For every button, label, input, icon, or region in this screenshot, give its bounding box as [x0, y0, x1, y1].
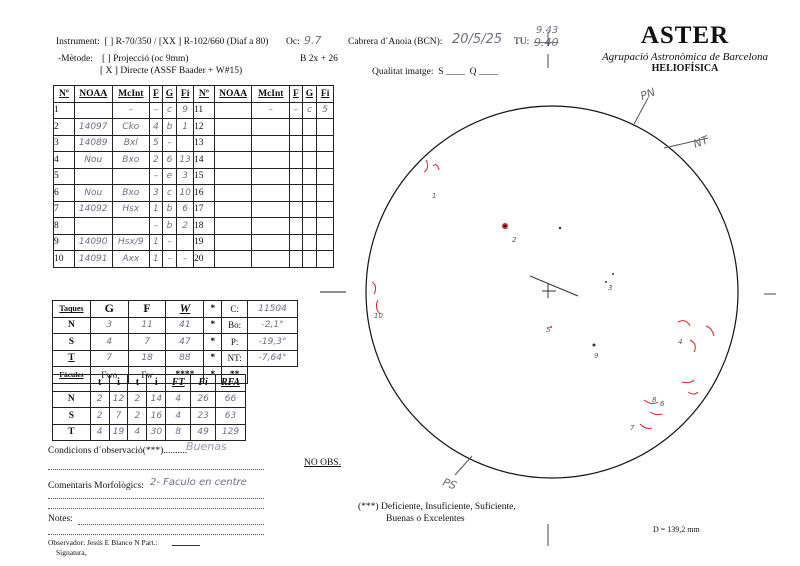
group-number: 7 — [54, 201, 75, 218]
facules-cell: 12 — [109, 391, 128, 408]
group-cell: – — [112, 102, 150, 119]
group-cell: 6 — [162, 152, 177, 169]
group-cell: 13 — [177, 152, 194, 169]
faculae-sketch — [640, 400, 662, 429]
group-cell: 9 — [177, 102, 194, 119]
group-label-7: 7 — [630, 424, 635, 432]
n-f-value: 11 — [128, 317, 166, 334]
brand-section: HELIOFÍSICA — [651, 63, 719, 74]
method-direct: [ X ] Directe (ASSF Baader + W#15) — [100, 66, 243, 76]
group-number: 13 — [193, 135, 214, 152]
pn-axis-tick — [634, 98, 648, 124]
star-mark: * — [204, 367, 222, 384]
brand-title: ASTER — [640, 22, 730, 49]
groups-header-10: G — [302, 86, 317, 103]
group-cell: – — [162, 135, 177, 152]
facules-row-label: N — [53, 391, 91, 408]
facules-cell: 30 — [147, 424, 166, 441]
group-cell: 14092 — [74, 201, 112, 218]
facules-col-4: FT — [166, 375, 191, 392]
group-cell: Bxl — [112, 135, 150, 152]
param-label-c: C: — [222, 301, 248, 318]
facules-cell: 23 — [191, 408, 216, 425]
group-cell: 14097 — [74, 119, 112, 136]
group-cell: – — [290, 102, 303, 119]
group-cell: Nou — [74, 185, 112, 202]
comments-value: 2- Faculo en centre — [150, 477, 247, 488]
group-cell: – — [150, 218, 163, 235]
group-number: 10 — [54, 251, 75, 268]
group-cell: 2 — [150, 152, 163, 169]
ps-label: PS — [440, 475, 459, 493]
faculae-sketch — [682, 380, 698, 394]
group-number: 12 — [193, 119, 214, 136]
star-mark: * — [204, 317, 222, 334]
n-g-value: 3 — [90, 317, 128, 334]
conditions-value: Buenas — [186, 440, 227, 453]
param-value-nt: -7,64° — [248, 350, 298, 367]
s-w-value: 47 — [166, 334, 204, 351]
stars-4: **** — [166, 367, 204, 384]
group-cell: 6 — [177, 201, 194, 218]
tu-struck-value: 9.40 — [534, 36, 559, 49]
group-cell: 1 — [150, 201, 163, 218]
quality-s: S ____ — [438, 67, 465, 77]
ps-axis-tick — [455, 456, 472, 475]
param-label-p: P: — [222, 334, 248, 351]
group-cell: Nou — [74, 152, 112, 169]
group-label-6: 6 — [660, 400, 665, 408]
group-number: 1 — [54, 102, 75, 119]
group-cell: 1 — [177, 119, 194, 136]
group-cell: – — [177, 251, 194, 268]
location-label: Cabrera d´Anoia (BCN): — [348, 37, 443, 47]
param-value-c: 11504 — [248, 301, 298, 318]
group-label-1: 1 — [432, 192, 437, 200]
param-label-nt: NT: — [222, 350, 248, 367]
b-value: B 2x + 26 — [300, 54, 338, 64]
oc-value: 9.7 — [304, 34, 322, 47]
group-label-4: 4 — [678, 338, 683, 346]
group-cell: – — [252, 102, 290, 119]
group-cell: Cko — [112, 119, 150, 136]
group-number: 2 — [54, 119, 75, 136]
signature-label: Signatura, — [56, 548, 87, 557]
group-label-2: 2 — [512, 236, 517, 244]
faculae-sketch — [372, 282, 380, 314]
tu-label: TU: — [514, 37, 530, 47]
facules-cell: 2 — [128, 391, 147, 408]
facules-cell: 16 — [147, 408, 166, 425]
n-w-value: 41 — [166, 317, 204, 334]
brand-subtitle: Agrupació Astronòmica de Barcelona — [601, 51, 769, 63]
group-cell: 3 — [150, 185, 163, 202]
facules-cell: 19 — [109, 424, 128, 441]
group-number: 8 — [54, 218, 75, 235]
facules-cell: 63 — [216, 408, 246, 425]
groups-header-11: Fi — [317, 86, 334, 103]
group-label-3: 3 — [608, 284, 613, 292]
w-label: W — [166, 301, 204, 318]
t-g-value: 7 — [90, 350, 128, 367]
group-number: 6 — [54, 185, 75, 202]
quality-scale-2: Buenas o Excelentes — [386, 514, 465, 524]
group-number: 15 — [193, 168, 214, 185]
facules-row-label: T — [53, 424, 91, 441]
t-f-value: 18 — [128, 350, 166, 367]
param-label-bo: Bo: — [222, 317, 248, 334]
faculae-sketch — [424, 160, 439, 172]
star-mark: * — [204, 350, 222, 367]
group-cell: – — [162, 234, 177, 251]
facules-col-6: RFA — [216, 375, 246, 392]
method-projection: [ ] Projecció (oc 9mm) — [102, 54, 189, 64]
groups-header-6: Nº — [193, 86, 214, 103]
instrument-options: [ ] R-70/350 / [XX ] R-102/660 (Diaf a 80) — [104, 37, 269, 47]
group-number: 18 — [193, 218, 214, 235]
method-label: -Mètode: — [58, 54, 93, 64]
facules-cell: 4 — [166, 391, 191, 408]
sun-disk-outline — [366, 106, 738, 478]
facules-col-5: Fi — [191, 375, 216, 392]
group-cell: c — [162, 102, 177, 119]
row-label-t: T — [53, 350, 91, 367]
no-obs-label: NO OBS. — [304, 458, 341, 468]
groups-header-1: NOAA — [74, 86, 112, 103]
param-value-p: -19,3° — [248, 334, 298, 351]
observer-label: Observador: Jesús E Blanco N Part.: — [48, 538, 158, 547]
group-cell: Bxo — [112, 185, 150, 202]
group-cell: c — [302, 102, 317, 119]
center-cross — [530, 276, 578, 296]
sunspot-dot — [605, 281, 607, 283]
quality-scale-1: (***) Deficiente, Insuficiente, Suficiente, — [358, 502, 516, 512]
star-mark: * — [204, 334, 222, 351]
instrument-label: Instrument: [ ] R-70/350 / [XX ] R-102/660 (Diaf a 80) — [56, 37, 269, 47]
group-cell: 5 — [317, 102, 334, 119]
facules-col-0: t — [90, 375, 109, 392]
group-label-10: 10 — [374, 312, 383, 320]
sunspot-dot — [559, 227, 561, 229]
facules-row-label: S — [53, 408, 91, 425]
comments-label: Comentaris Morfològics: — [48, 481, 144, 491]
group-number: 16 — [193, 185, 214, 202]
group-label-5: 5 — [546, 326, 551, 334]
group-cell: 4 — [150, 119, 163, 136]
group-cell: 14090 — [74, 234, 112, 251]
tu-value: 9.43 — [536, 25, 559, 36]
facules-cell: 66 — [216, 391, 246, 408]
f-label: F — [128, 301, 166, 318]
group-cell: b — [162, 218, 177, 235]
groups-header-4: G — [162, 86, 177, 103]
group-number: 20 — [193, 251, 214, 268]
group-cell: – — [150, 168, 163, 185]
group-cell: 14091 — [74, 251, 112, 268]
group-cell: – — [150, 102, 163, 119]
facules-cell: 26 — [191, 391, 216, 408]
sunspot-group — [372, 160, 714, 429]
quality-q: Q ____ — [469, 67, 498, 77]
facules-cell: 129 — [216, 424, 246, 441]
group-number: 14 — [193, 152, 214, 169]
t-w-value: 88 — [166, 350, 204, 367]
fw-label: Fw — [128, 367, 166, 384]
taques-label: Taques — [53, 301, 91, 318]
group-cell: Hsx/9 — [112, 234, 150, 251]
date-value: 20/5/25 — [452, 32, 503, 47]
group-cell: 2 — [177, 218, 194, 235]
group-cell: 1 — [150, 234, 163, 251]
oc-label: Oc: — [286, 37, 300, 47]
facules-cell: 2 — [90, 408, 109, 425]
groups-header-8: McInt — [252, 86, 290, 103]
group-cell: c — [162, 185, 177, 202]
group-cell: Axx — [112, 251, 150, 268]
group-number: 5 — [54, 168, 75, 185]
group-number-labels — [374, 192, 682, 432]
facules-col-3: i — [147, 375, 166, 392]
facules-label: Fàcules — [53, 367, 91, 384]
facules-cell: 4 — [128, 424, 147, 441]
group-cell: b — [162, 201, 177, 218]
pn-label: PN — [638, 85, 658, 103]
group-cell: 10 — [177, 185, 194, 202]
group-cell: 1 — [150, 251, 163, 268]
group-cell: Hsx — [112, 201, 150, 218]
s-g-value: 4 — [90, 334, 128, 351]
groups-header-7: NOAA — [214, 86, 252, 103]
group-number: 17 — [193, 201, 214, 218]
s-f-value: 7 — [128, 334, 166, 351]
facules-cell: 8 — [166, 424, 191, 441]
stars-2: ** — [222, 367, 248, 384]
fwo-label: Fwo — [90, 367, 128, 384]
facules-cell: 4 — [90, 424, 109, 441]
notes-label: Notes: — [48, 514, 73, 524]
group-cell: b — [162, 119, 177, 136]
sunspot-dot — [593, 344, 596, 347]
sunspot-1-core — [504, 225, 507, 228]
group-number: 3 — [54, 135, 75, 152]
group-cell: Bxo — [112, 152, 150, 169]
g-label: G — [90, 301, 128, 318]
groups-header-3: F — [150, 86, 163, 103]
diameter-label: D = 139,2 mm — [653, 525, 700, 534]
facules-col-2: t — [128, 375, 147, 392]
facules-cell: 49 — [191, 424, 216, 441]
sunspot-dot — [612, 273, 614, 275]
param-value-bo: -2,1° — [248, 317, 298, 334]
group-label-9: 9 — [594, 352, 599, 360]
row-label-n: N — [53, 317, 91, 334]
row-label-s: S — [53, 334, 91, 351]
facules-cell: 14 — [147, 391, 166, 408]
group-number: 19 — [193, 234, 214, 251]
conditions-label: Condicions d´observació(***).......... — [48, 446, 188, 456]
group-cell: – — [162, 251, 177, 268]
facules-cell: 2 — [90, 391, 109, 408]
nt-label: NT — [691, 133, 711, 151]
groups-header-2: McInt — [112, 86, 150, 103]
group-number: 11 — [193, 102, 214, 119]
star-mark: * — [204, 301, 222, 318]
group-cell: 14089 — [74, 135, 112, 152]
groups-header-5: Fi — [177, 86, 194, 103]
group-number: 9 — [54, 234, 75, 251]
facules-cell: 4 — [166, 408, 191, 425]
group-cell: 3 — [177, 168, 194, 185]
group-label-8: 8 — [652, 396, 657, 404]
facules-cell: 2 — [128, 408, 147, 425]
groups-header-0: Nº — [54, 86, 75, 103]
facules-cell: 7 — [109, 408, 128, 425]
facules-col-1: i — [109, 375, 128, 392]
quality-label: Qualitat imatge: S ____ Q ____ — [372, 67, 498, 77]
groups-header-9: F — [290, 86, 303, 103]
faculae-sketch — [678, 321, 714, 352]
group-cell: e — [162, 168, 177, 185]
group-number: 4 — [54, 152, 75, 169]
group-cell: 5 — [150, 135, 163, 152]
